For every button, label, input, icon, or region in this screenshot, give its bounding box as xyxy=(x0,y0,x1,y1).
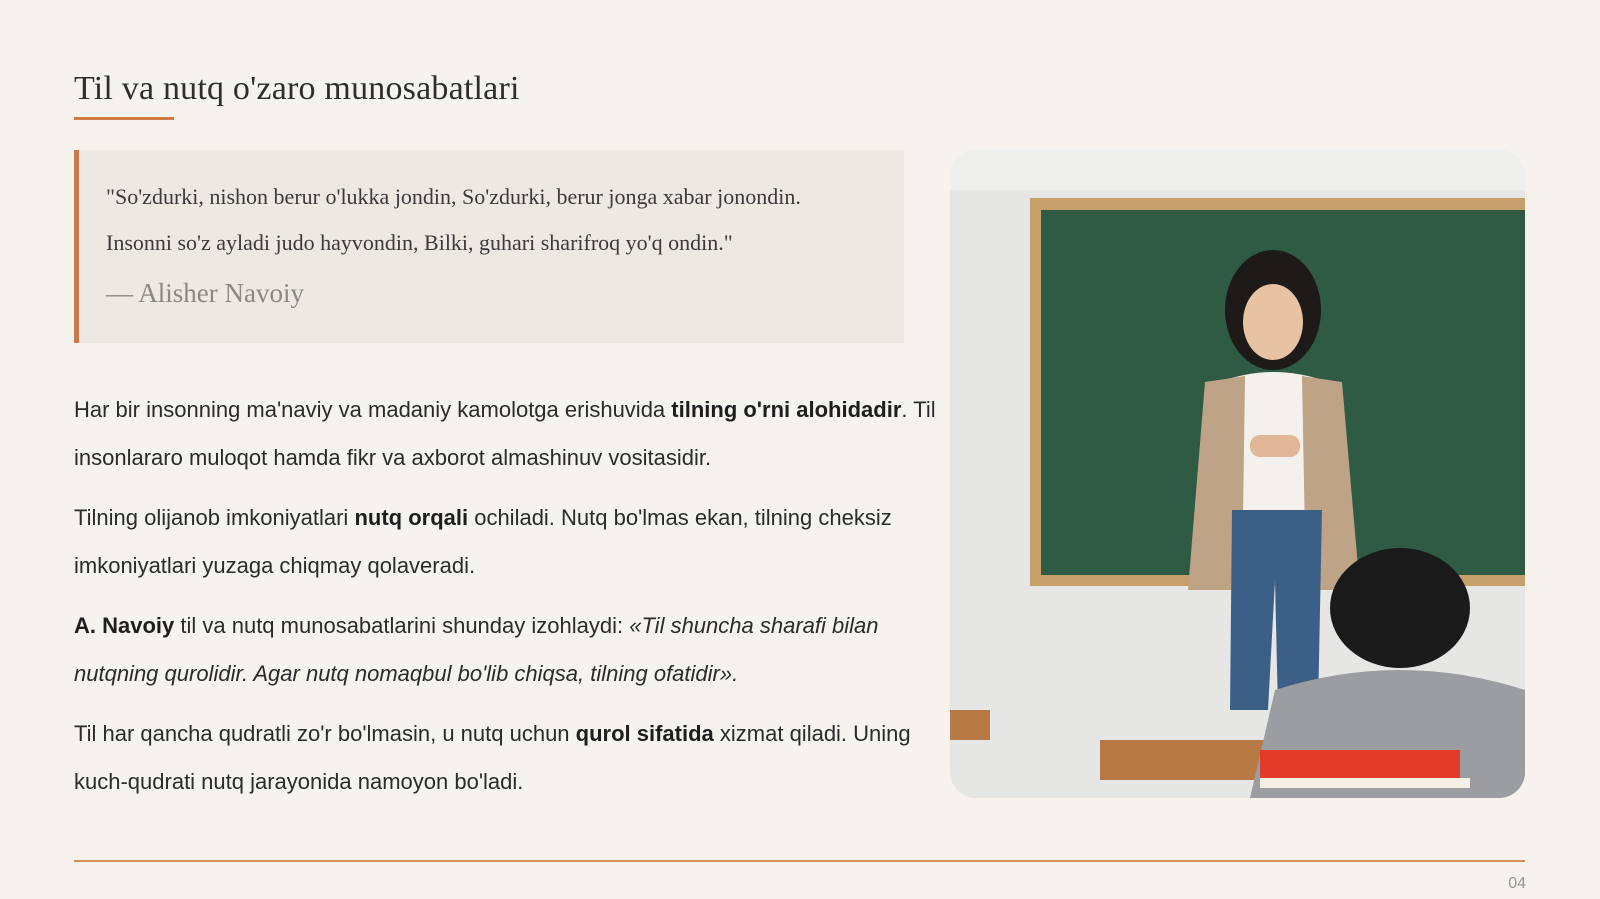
paragraph-3-text: til va nutq munosabatlarini shunday izohlaydi: xyxy=(174,613,630,638)
paragraph-2 xyxy=(74,494,954,590)
paragraph-1-text: Har bir insonning ma'naviy va madaniy kamolotga erishuvida xyxy=(74,397,672,422)
paragraph-1-text-end: . Til insonlararo muloqot hamda fikr va axborot almashinuv vositasidir. xyxy=(74,397,936,470)
paragraph-3-author: A. Navoiy xyxy=(74,613,175,638)
slide-title: Til va nutq o'zaro munosabatlari xyxy=(74,70,520,107)
quote-line-2: Insonni so'z ayladi judo hayvondin, Bilki, guhari sharifroq yo'q ondin." xyxy=(106,230,733,255)
paragraph-4 xyxy=(74,710,954,806)
quote-author: — Alisher Navoiy xyxy=(106,278,304,308)
paragraph-4-text: Til har qancha qudratli zo'r bo'lmasin, u nutq uchun xyxy=(74,721,576,746)
paragraph-1-emphasis: tilning o'rni alohidadir xyxy=(671,397,902,422)
paragraph-1 xyxy=(74,386,954,482)
paragraph-4-text-end: xizmat qiladi. Uning kuch-qudrati nutq jarayonida namoyon bo'ladi. xyxy=(74,721,911,794)
page-number: 04 xyxy=(1508,875,1526,892)
classroom-photo xyxy=(950,150,1525,798)
paragraph-2-text: Tilning olijanob imkoniyatlari xyxy=(74,505,355,530)
paragraph-4-emphasis: qurol sifatida xyxy=(575,721,714,746)
body-text xyxy=(74,386,954,818)
paragraph-3-citation: «Til shuncha sharafi bilan nutqning qurolidir. Agar nutq nomaqbul bo'lib chiqsa, tilning ofatidir». xyxy=(74,613,879,686)
footer-divider xyxy=(74,860,1525,862)
quote-text xyxy=(106,174,896,266)
quote-block xyxy=(74,150,904,343)
title-underline xyxy=(74,117,174,120)
paragraph-3 xyxy=(74,602,954,698)
paragraph-2-text-end: ochiladi. Nutq bo'lmas ekan, tilning cheksiz imkoniyatlari yuzaga chiqmay qolaveradi. xyxy=(74,505,892,578)
quote-line-1: "So'zdurki, nishon berur o'lukka jondin, So'zdurki, berur jonga xabar jonondin. xyxy=(106,184,801,209)
paragraph-2-emphasis: nutq orqali xyxy=(354,505,469,530)
